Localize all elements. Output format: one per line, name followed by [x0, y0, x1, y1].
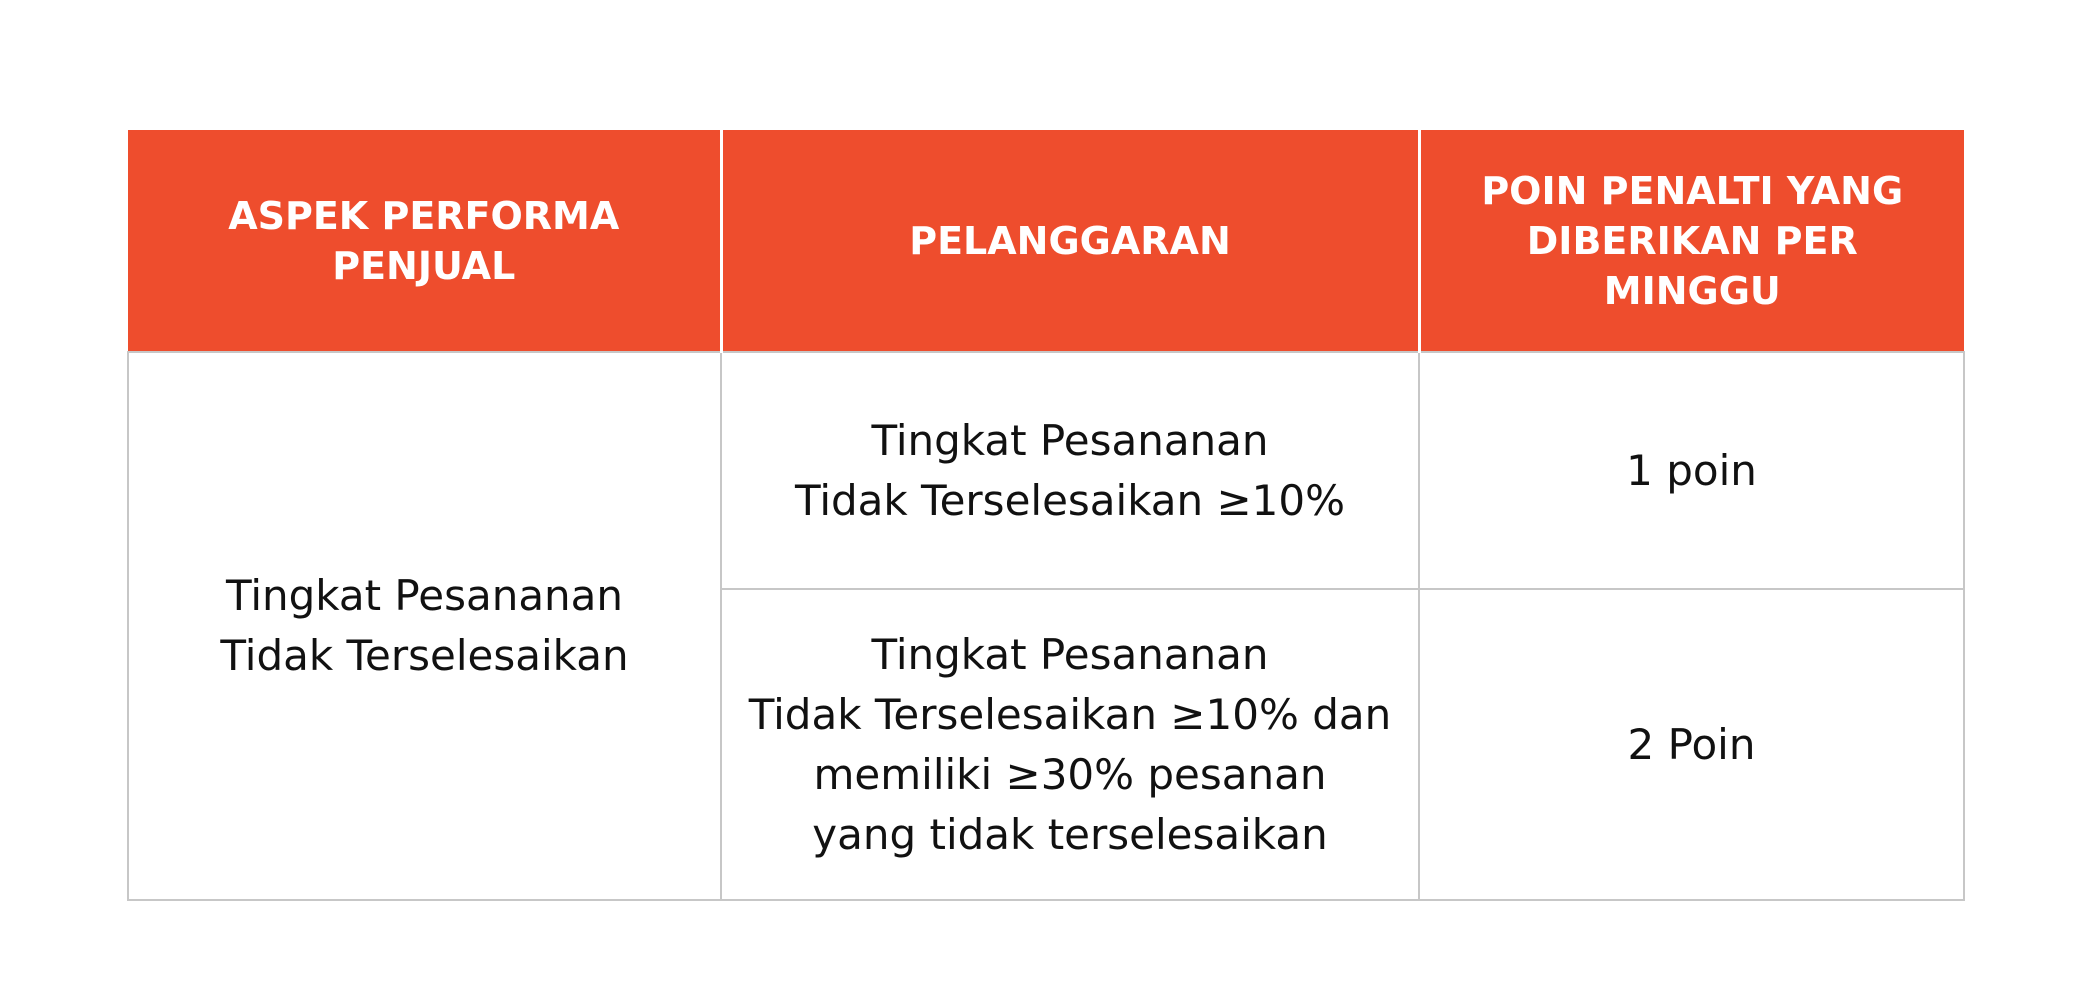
- violation-line: Tingkat Pesananan: [871, 415, 1269, 465]
- table-row: [128, 352, 1964, 589]
- aspect-cell: [128, 352, 721, 900]
- header-line: ASPEK PERFORMA: [228, 193, 620, 238]
- header-weekly-penalty-points: [1419, 130, 1964, 352]
- violation-line: Tidak Terselesaikan ≥10%: [794, 475, 1346, 525]
- header-seller-performance-aspect: [128, 130, 721, 352]
- violation-line: yang tidak terselesaikan: [812, 809, 1328, 859]
- points-value: 2 Poin: [1627, 719, 1756, 769]
- violation-cell: [721, 589, 1419, 900]
- header-line: PENJUAL: [332, 243, 516, 288]
- violation-cell: [721, 352, 1419, 589]
- header-line: POIN PENALTI YANG: [1481, 168, 1904, 213]
- violation-line: Tingkat Pesananan: [871, 629, 1269, 679]
- header-violation: [721, 130, 1419, 352]
- violation-line: Tidak Terselesaikan ≥10% dan: [748, 689, 1392, 739]
- points-value: 1 poin: [1626, 445, 1757, 495]
- violation-line: memiliki ≥30% pesanan: [813, 749, 1327, 799]
- aspect-line: Tidak Terselesaikan: [220, 631, 629, 680]
- aspect-line: Tingkat Pesananan: [225, 571, 624, 620]
- penalty-table-container: [127, 130, 1963, 901]
- points-cell: [1419, 352, 1964, 589]
- header-line: DIBERIKAN PER MINGGU: [1526, 218, 1858, 313]
- table-header-row: [128, 130, 1964, 352]
- points-cell: [1419, 589, 1964, 900]
- header-line: PELANGGARAN: [909, 218, 1231, 263]
- penalty-points-table: [127, 130, 1965, 901]
